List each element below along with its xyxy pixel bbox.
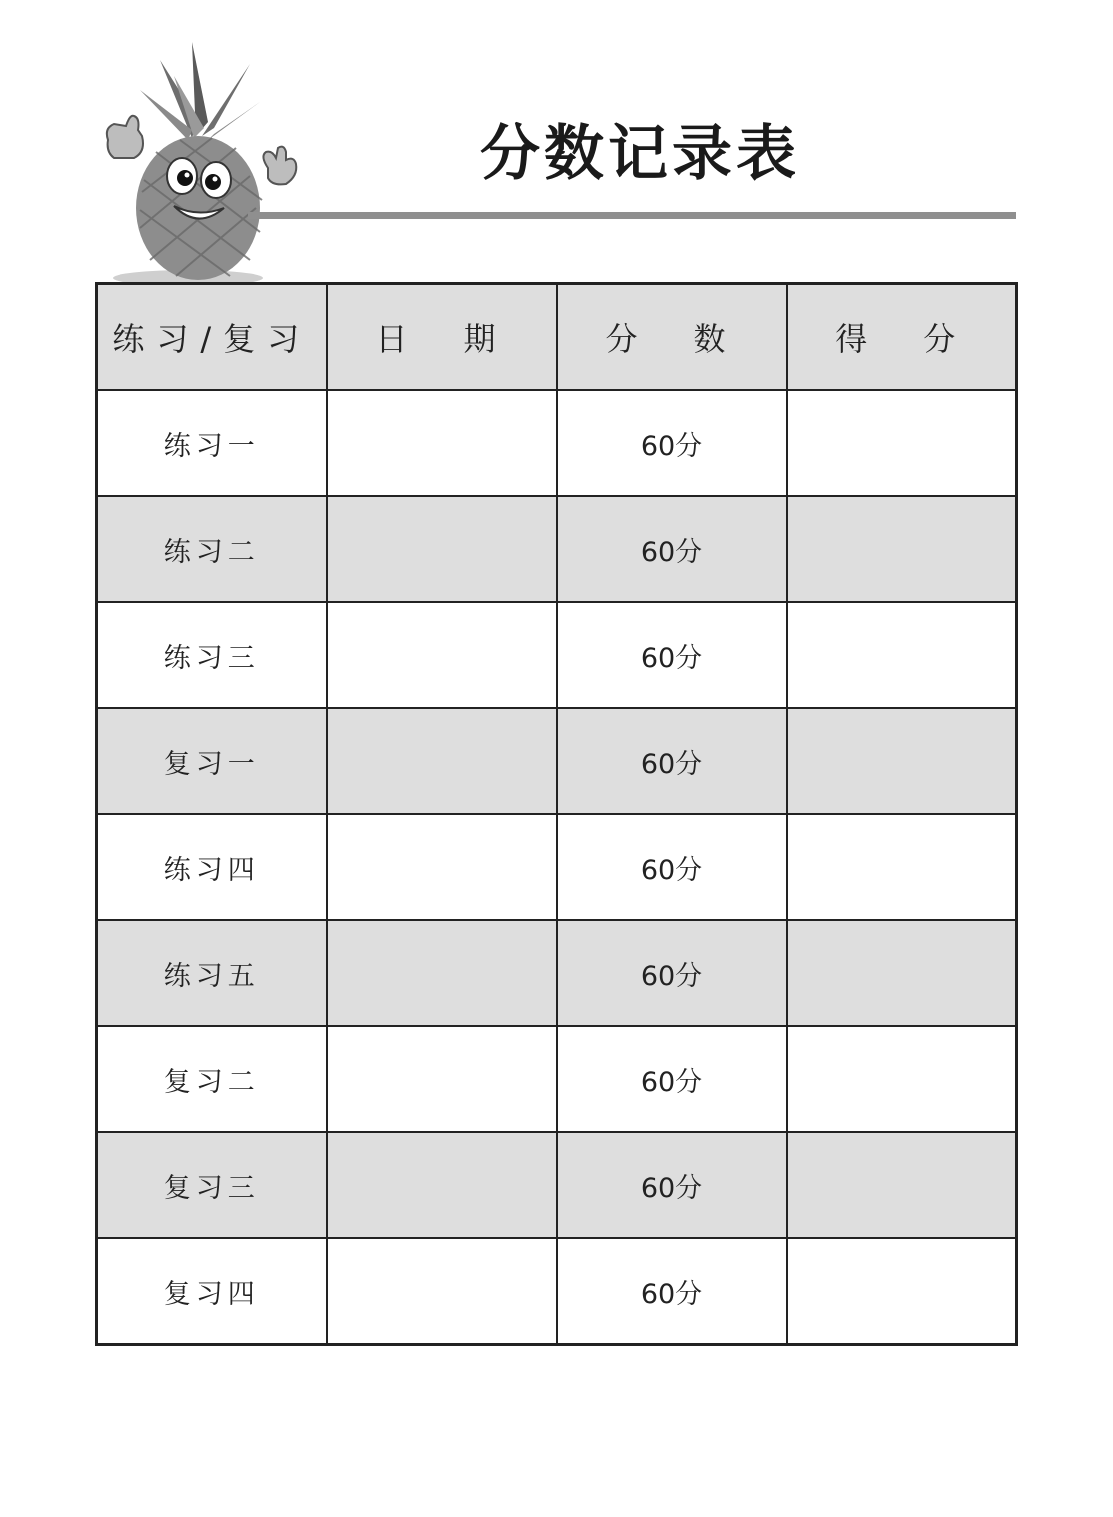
table-row bbox=[97, 708, 1017, 814]
row-name: 练习二 bbox=[97, 496, 327, 602]
table-row bbox=[97, 1132, 1017, 1238]
full-score-cell: 60分 bbox=[557, 708, 787, 814]
table-row bbox=[97, 602, 1017, 708]
score-cell[interactable] bbox=[787, 708, 1017, 814]
row-name: 练习一 bbox=[97, 390, 327, 496]
score-cell[interactable] bbox=[787, 1026, 1017, 1132]
table-row bbox=[97, 1238, 1017, 1345]
full-score-cell: 60分 bbox=[557, 814, 787, 920]
date-cell[interactable] bbox=[327, 708, 557, 814]
score-cell[interactable] bbox=[787, 602, 1017, 708]
score-cell[interactable] bbox=[787, 814, 1017, 920]
row-name: 复习四 bbox=[97, 1238, 327, 1345]
full-score-cell: 60分 bbox=[557, 602, 787, 708]
score-record-table bbox=[95, 282, 1018, 1346]
table-row bbox=[97, 1026, 1017, 1132]
table-row bbox=[97, 390, 1017, 496]
full-score-cell: 60分 bbox=[557, 496, 787, 602]
date-cell[interactable] bbox=[327, 390, 557, 496]
pineapple-thumbs-up-icon bbox=[100, 40, 300, 285]
date-cell[interactable] bbox=[327, 1026, 557, 1132]
full-score-cell: 60分 bbox=[557, 1132, 787, 1238]
page-title: 分数记录表 bbox=[480, 119, 800, 189]
table-row bbox=[97, 496, 1017, 602]
column-header-full-score: 分 数 bbox=[557, 284, 787, 391]
full-score-cell: 60分 bbox=[557, 390, 787, 496]
column-header-exercise: 练习/复习 bbox=[97, 284, 327, 391]
score-cell[interactable] bbox=[787, 496, 1017, 602]
date-cell[interactable] bbox=[327, 496, 557, 602]
row-name: 练习四 bbox=[97, 814, 327, 920]
title-underline bbox=[248, 212, 1016, 219]
score-cell[interactable] bbox=[787, 390, 1017, 496]
row-name: 复习二 bbox=[97, 1026, 327, 1132]
full-score-cell: 60分 bbox=[557, 920, 787, 1026]
full-score-cell: 60分 bbox=[557, 1238, 787, 1345]
row-name: 复习三 bbox=[97, 1132, 327, 1238]
row-name: 练习五 bbox=[97, 920, 327, 1026]
full-score-cell: 60分 bbox=[557, 1026, 787, 1132]
column-header-score: 得 分 bbox=[787, 284, 1017, 391]
row-name: 复习一 bbox=[97, 708, 327, 814]
date-cell[interactable] bbox=[327, 602, 557, 708]
score-cell[interactable] bbox=[787, 1238, 1017, 1345]
date-cell[interactable] bbox=[327, 920, 557, 1026]
date-cell[interactable] bbox=[327, 814, 557, 920]
date-cell[interactable] bbox=[327, 1238, 557, 1345]
table-row bbox=[97, 814, 1017, 920]
page-header bbox=[0, 0, 1113, 285]
date-cell[interactable] bbox=[327, 1132, 557, 1238]
row-name: 练习三 bbox=[97, 602, 327, 708]
score-cell[interactable] bbox=[787, 1132, 1017, 1238]
table-header-row bbox=[97, 284, 1017, 391]
score-cell[interactable] bbox=[787, 920, 1017, 1026]
column-header-date: 日 期 bbox=[327, 284, 557, 391]
table-row bbox=[97, 920, 1017, 1026]
